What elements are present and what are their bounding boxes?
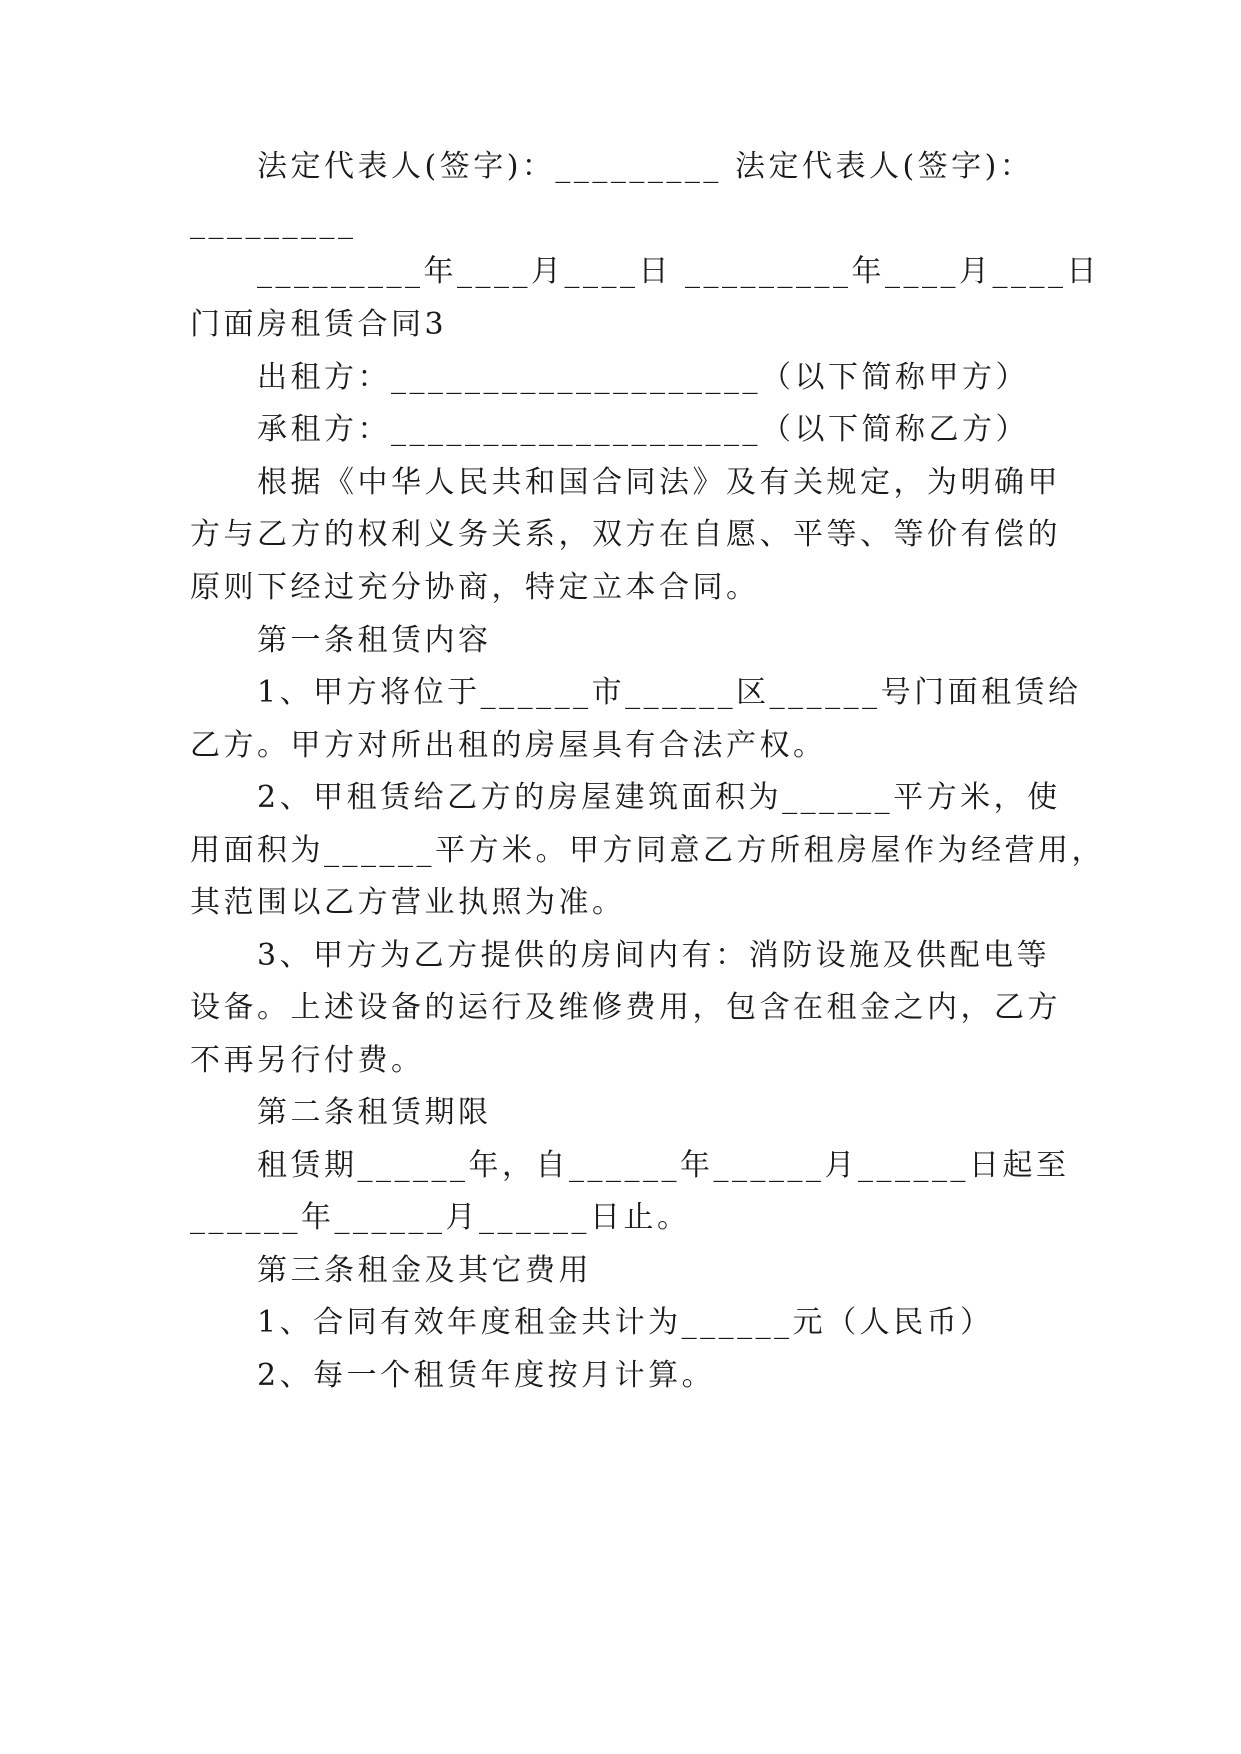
paragraph-line: 其范围以乙方营业执照为准。 — [190, 885, 626, 920]
contract-title: 门面房租赁合同3 — [190, 307, 448, 342]
lessor-line: 出租方：____________________（以下简称甲方） — [257, 360, 1029, 395]
paragraph-line: 2、甲租赁给乙方的房屋建筑面积为______平方米，使 — [257, 780, 1061, 815]
paragraph-line: 乙方。甲方对所出租的房屋具有合法产权。 — [190, 728, 827, 763]
signature-blank: _________ — [190, 205, 357, 240]
paragraph-line: 2、每一个租赁年度按月计算。 — [257, 1358, 716, 1393]
date-line: _________年____月____日 _________年____月____日 — [257, 254, 1101, 289]
paragraph-line: 根据《中华人民共和国合同法》及有关规定，为明确甲 — [257, 465, 1061, 500]
paragraph-line: 原则下经过充分协商，特定立本合同。 — [190, 570, 760, 605]
article-heading: 第三条租金及其它费用 — [257, 1253, 592, 1288]
paragraph-line: 设备。上述设备的运行及维修费用，包含在租金之内，乙方 — [190, 990, 1061, 1025]
signature-line: 法定代表人(签字)：_________ 法定代表人(签字)： — [257, 149, 1034, 184]
lessee-line: 承租方：____________________（以下简称乙方） — [257, 412, 1029, 447]
article-heading: 第一条租赁内容 — [257, 623, 492, 658]
paragraph-line: ______年______月______日止。 — [190, 1200, 691, 1235]
paragraph-line: 不再另行付费。 — [190, 1043, 425, 1078]
paragraph-line: 方与乙方的权利义务关系，双方在自愿、平等、等价有偿的 — [190, 517, 1061, 552]
paragraph-line: 3、甲方为乙方提供的房间内有：消防设施及供配电等 — [257, 938, 1051, 973]
paragraph-line: 用面积为______平方米。甲方同意乙方所租房屋作为经营用， — [190, 833, 1105, 868]
paragraph-line: 租赁期______年，自______年______月______日起至 — [257, 1148, 1070, 1183]
paragraph-line: 1、合同有效年度租金共计为______元（人民币） — [257, 1305, 994, 1340]
article-heading: 第二条租赁期限 — [257, 1095, 492, 1130]
paragraph-line: 1、甲方将位于______市______区______号门面租赁给 — [257, 675, 1082, 710]
